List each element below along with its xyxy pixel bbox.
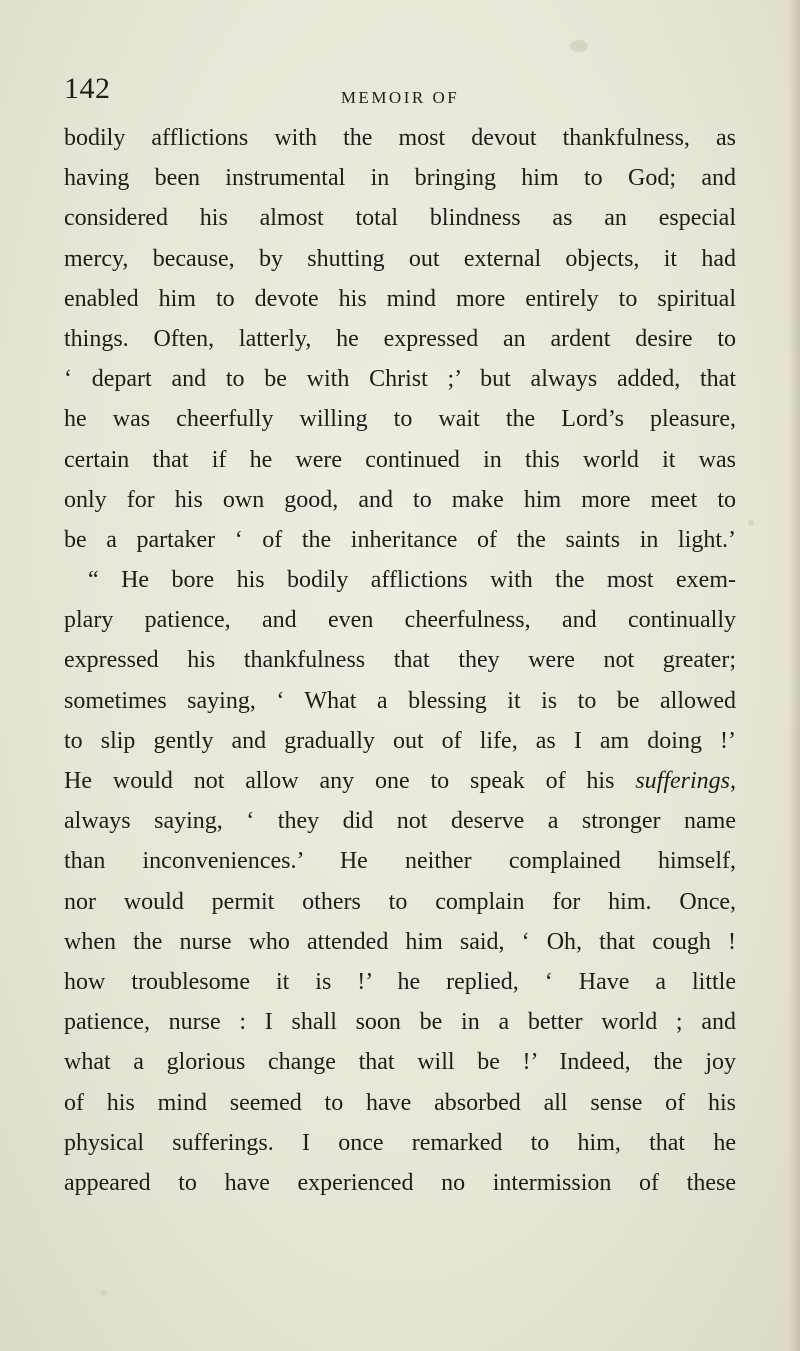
text-line: “ He bore his bodily afflictions with the most exem- [88, 567, 736, 594]
text-line: he was cheerfully willing to wait the Lord’s pleasure, [64, 406, 736, 433]
text-line: how troublesome it is !’ he replied, ‘ Have a little [64, 968, 736, 995]
text-line: to slip gently and gradually out of life, as I am doing !’ [64, 727, 736, 754]
page-edge-shadow [788, 0, 800, 1351]
text-line: having been instrumental in bringing him to God; and [64, 165, 736, 192]
text-line: of his mind seemed to have absorbed all sense of his [64, 1089, 736, 1116]
text-line: ‘ depart and to be with Christ ;’ but always added, that [64, 366, 736, 393]
text-line: nor would permit others to complain for him. Once, [64, 888, 736, 915]
text-line: when the nurse who attended him said, ‘ Oh, that cough ! [64, 928, 736, 955]
paper-stain [748, 520, 754, 526]
text-line: be a partaker ‘ of the inheritance of the saints in light.’ [64, 526, 736, 553]
text-line: patience, nurse : I shall soon be in a better world ; and [64, 1009, 736, 1036]
page-number: 142 [64, 72, 111, 105]
text-line: sometimes saying, ‘ What a blessing it is to be allowed [64, 687, 736, 714]
text-line: mercy, because, by shutting out external objects, it had [64, 245, 736, 272]
page-body-text [64, 118, 736, 1203]
text-line: certain that if he were continued in this world it was [64, 446, 736, 473]
text-line: than inconveniences.’ He neither complained himself, [64, 848, 736, 875]
text-line: considered his almost total blindness as an especial [64, 205, 736, 232]
paper-stain [100, 1290, 108, 1295]
emphasized-word: sufferings [635, 768, 730, 794]
text-line: enabled him to devote his mind more entirely to spiritual [64, 285, 736, 312]
text-line: physical sufferings. I once remarked to him, that he [64, 1129, 736, 1156]
text-line: always saying, ‘ they did not deserve a stronger name [64, 808, 736, 835]
paper-stain [570, 40, 588, 52]
text-line: what a glorious change that will be !’ Indeed, the joy [64, 1049, 736, 1076]
text-line: things. Often, latterly, he expressed an ardent desire to [64, 325, 736, 352]
text-line: only for his own good, and to make him more meet to [64, 486, 736, 513]
text-line: expressed his thankfulness that they were not greater; [64, 647, 736, 674]
text-line: bodily afflictions with the most devout thankfulness, as [64, 125, 736, 151]
text-line: appeared to have experienced no intermission of these [64, 1169, 736, 1196]
running-head: MEMOIR OF [340, 88, 460, 107]
text-line: He would not allow any one to speak of his sufferings, [64, 768, 736, 794]
text-line: plary patience, and even cheerfulness, and continually [64, 607, 736, 634]
